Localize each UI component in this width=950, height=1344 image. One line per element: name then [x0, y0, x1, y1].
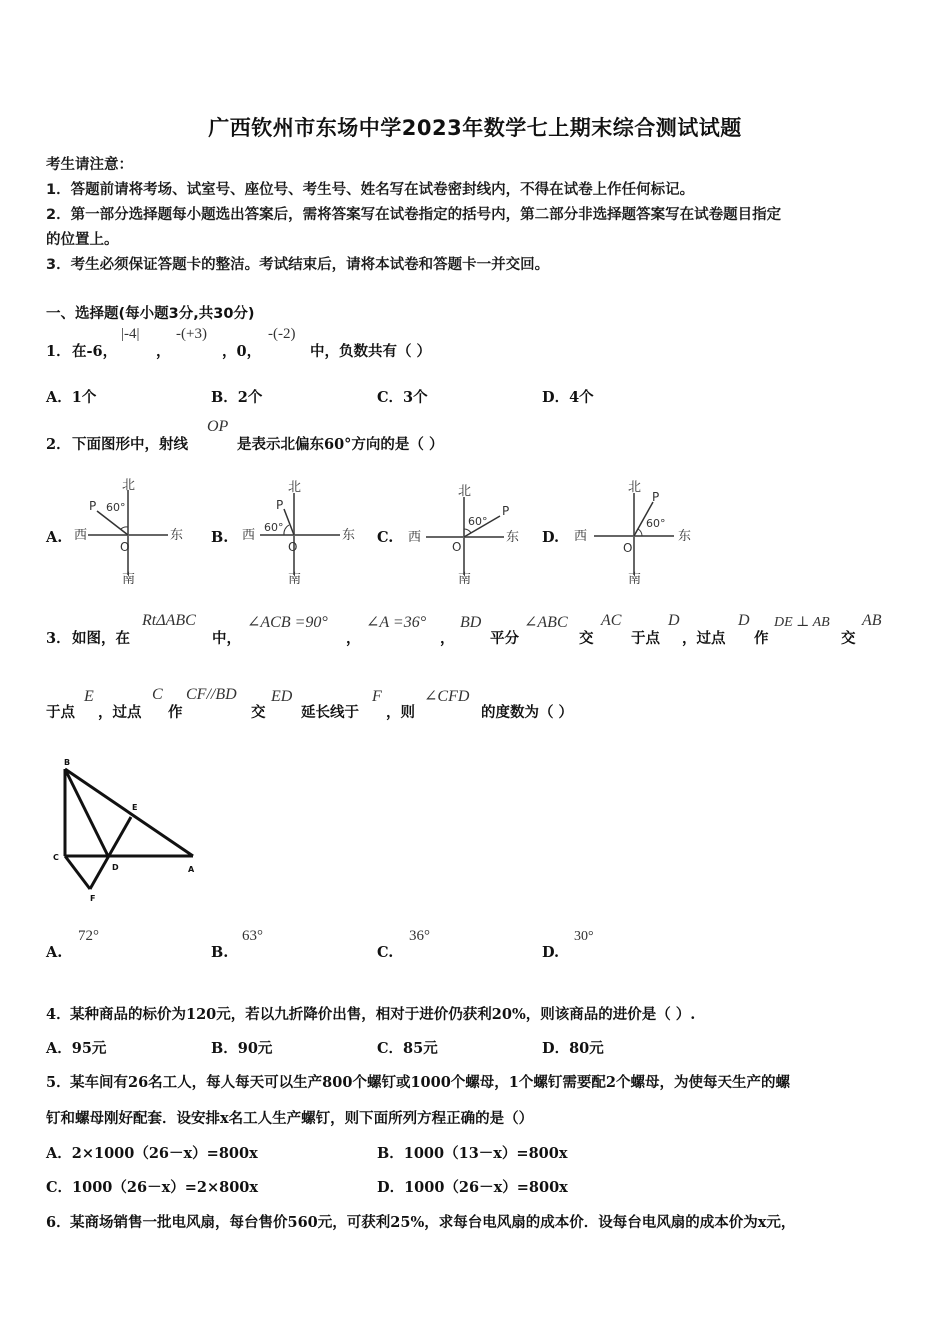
option-b[interactable]: B. — [211, 529, 229, 546]
math-expression: ∠ACB =90° — [247, 614, 328, 631]
svg-text:O: O — [288, 540, 298, 554]
option-d[interactable]: D. — [542, 529, 560, 546]
question-text: 于点 — [631, 630, 660, 647]
math-expression: OP — [207, 418, 229, 435]
svg-text:O: O — [452, 540, 462, 554]
option-a[interactable]: A. — [46, 529, 63, 546]
question-number: 1． — [46, 343, 71, 360]
triangle-figure — [48, 755, 208, 903]
question-text: 某商场销售一批电风扇，每台售价560元，可获利25%，求每台电风扇的成本价．设每台电风扇的成本价为x元， — [70, 1214, 796, 1231]
option-b-value: 63° — [242, 928, 263, 944]
math-expression: |-4| — [121, 326, 140, 342]
option-c[interactable]: C. — [377, 529, 394, 546]
math-expression: E — [84, 688, 94, 705]
svg-text:P: P — [89, 499, 97, 513]
question-text: ，过点 — [98, 704, 142, 721]
svg-text:南: 南 — [458, 572, 472, 587]
option-d-value: 30° — [574, 929, 594, 944]
math-expression: BD — [460, 614, 482, 631]
question-text: ，则 — [386, 704, 415, 721]
option-c-value: 36° — [409, 928, 430, 944]
question-text: 是表示北偏东60°方向的是（ ） — [237, 436, 444, 453]
question-number: 4． — [46, 1006, 71, 1023]
math-expression: ED — [271, 688, 293, 705]
section-heading: 一、选择题(每小题3分,共30分) — [46, 306, 255, 322]
option-d[interactable]: D. — [542, 944, 560, 961]
option-b[interactable]: B．1000（13－x）=800x — [377, 1145, 568, 1162]
question-text: 在-6， — [72, 343, 118, 360]
svg-text:E: E — [132, 803, 138, 812]
svg-text:B: B — [64, 758, 71, 767]
math-expression: AC — [601, 612, 622, 629]
question-text: 平分 — [490, 630, 519, 647]
option-d[interactable]: D．80元 — [542, 1040, 604, 1057]
svg-text:P: P — [502, 504, 510, 518]
question-text-cont: 钉和螺母刚好配套．设安排x名工人生产螺钉，则下面所列方程正确的是（） — [46, 1110, 534, 1127]
svg-text:O: O — [120, 540, 130, 554]
question-text: 中， — [212, 630, 241, 647]
option-c[interactable]: C．1000（26－x）=2×800x — [46, 1179, 259, 1196]
question-text: 交 — [251, 704, 266, 721]
svg-text:南: 南 — [628, 572, 642, 587]
compass-diagram-b — [236, 475, 366, 585]
svg-text:西: 西 — [242, 528, 256, 543]
math-expression: -(+3) — [176, 326, 207, 342]
question-text: ，0， — [222, 343, 262, 360]
svg-text:西: 西 — [74, 528, 88, 543]
option-d[interactable]: D．4个 — [542, 389, 594, 406]
compass-diagram-a — [70, 475, 190, 585]
option-a[interactable]: A．1个 — [46, 389, 97, 406]
question-text: 中，负数共有（ ） — [310, 343, 432, 360]
question-text: 的度数为（ ） — [481, 704, 574, 721]
svg-text:P: P — [276, 498, 284, 512]
svg-text:60°: 60° — [264, 521, 284, 534]
question-text: 交 — [579, 630, 594, 647]
question-text: 某种商品的标价为120元，若以九折降价出售，相对于进价仍获利20%，则该商品的进价是（ ）. — [70, 1006, 696, 1023]
question-text: ，过点 — [682, 630, 726, 647]
svg-text:西: 西 — [574, 529, 588, 544]
svg-text:O: O — [623, 541, 633, 555]
svg-text:A: A — [188, 865, 195, 874]
question-text: 某车间有26名工人，每人每天可以生产800个螺钉或1000个螺母，1个螺钉需要配2个螺母，为使每天生产的螺 — [70, 1074, 790, 1091]
notice-item-1: 1．答题前请将考场、试室号、座位号、考生号、姓名写在试卷密封线内，不得在试卷上作任何标记。 — [46, 182, 695, 198]
question-text: ， — [156, 343, 171, 360]
math-expression: AB — [862, 612, 882, 629]
svg-text:西: 西 — [408, 530, 422, 545]
option-c[interactable]: C. — [377, 944, 394, 961]
question-text: 下面图形中，射线 — [72, 436, 188, 453]
math-expression: -(-2) — [268, 326, 296, 342]
question-text: ， — [346, 630, 361, 647]
svg-text:东: 东 — [170, 528, 184, 543]
math-expression: CF//BD — [186, 686, 237, 703]
option-a[interactable]: A．2×1000（26－x）=800x — [46, 1145, 258, 1162]
question-text: 如图，在 — [72, 630, 130, 647]
svg-text:60°: 60° — [468, 515, 488, 528]
option-c[interactable]: C．3个 — [377, 389, 428, 406]
svg-text:F: F — [90, 894, 96, 903]
question-text: 作 — [168, 704, 183, 721]
question-number: 5． — [46, 1074, 71, 1091]
notice-item-2-cont: 的位置上。 — [46, 232, 119, 248]
svg-text:东: 东 — [506, 530, 520, 545]
svg-text:东: 东 — [678, 529, 692, 544]
option-b[interactable]: B．90元 — [211, 1040, 273, 1057]
svg-text:60°: 60° — [646, 517, 666, 530]
math-expression: RtΔABC — [142, 612, 196, 629]
question-text: 作 — [754, 630, 769, 647]
math-expression: ∠A =36° — [366, 614, 427, 631]
math-expression: ∠ABC — [524, 614, 568, 631]
option-b[interactable]: B. — [211, 944, 229, 961]
question-number: 2． — [46, 436, 71, 453]
question-number: 6． — [46, 1214, 71, 1231]
notice-item-3: 3．考生必须保证答题卡的整洁。考试结束后，请将本试卷和答题卡一并交回。 — [46, 257, 550, 273]
svg-text:北: 北 — [122, 478, 136, 493]
option-a[interactable]: A．95元 — [46, 1040, 107, 1057]
option-a[interactable]: A. — [46, 944, 63, 961]
question-text: 于点 — [46, 704, 75, 721]
option-b[interactable]: B．2个 — [211, 389, 263, 406]
notice-item-2: 2．第一部分选择题每小题选出答案后，需将答案写在试卷指定的括号内，第二部分非选择题答案写在试卷题目指定 — [46, 207, 782, 223]
svg-text:60°: 60° — [106, 501, 126, 514]
svg-text:C: C — [53, 853, 59, 862]
option-a-value: 72° — [78, 928, 99, 944]
math-expression: DE ⊥ AB — [774, 615, 830, 630]
math-expression: ∠CFD — [424, 688, 470, 705]
question-text: 交 — [841, 630, 856, 647]
svg-text:东: 东 — [342, 528, 356, 543]
notice-heading: 考生请注意： — [46, 157, 133, 173]
page-title: 广西钦州市东场中学2023年数学七上期末综合测试试题 — [208, 116, 742, 140]
math-expression: C — [152, 686, 163, 703]
svg-text:北: 北 — [628, 480, 642, 495]
option-d[interactable]: D．1000（26－x）=800x — [377, 1179, 568, 1196]
math-expression: D — [738, 612, 750, 629]
question-text: 延长线于 — [301, 704, 359, 721]
svg-text:北: 北 — [458, 484, 472, 499]
svg-text:南: 南 — [122, 572, 136, 587]
svg-text:南: 南 — [288, 572, 302, 587]
question-text: ， — [440, 630, 455, 647]
compass-diagram-d — [570, 475, 700, 585]
compass-diagram-c — [404, 475, 534, 585]
svg-text:P: P — [652, 490, 660, 504]
math-expression: F — [372, 688, 382, 705]
svg-text:北: 北 — [288, 480, 302, 495]
question-number: 3． — [46, 630, 71, 647]
svg-text:D: D — [112, 863, 119, 872]
math-expression: D — [668, 612, 680, 629]
option-c[interactable]: C．85元 — [377, 1040, 438, 1057]
